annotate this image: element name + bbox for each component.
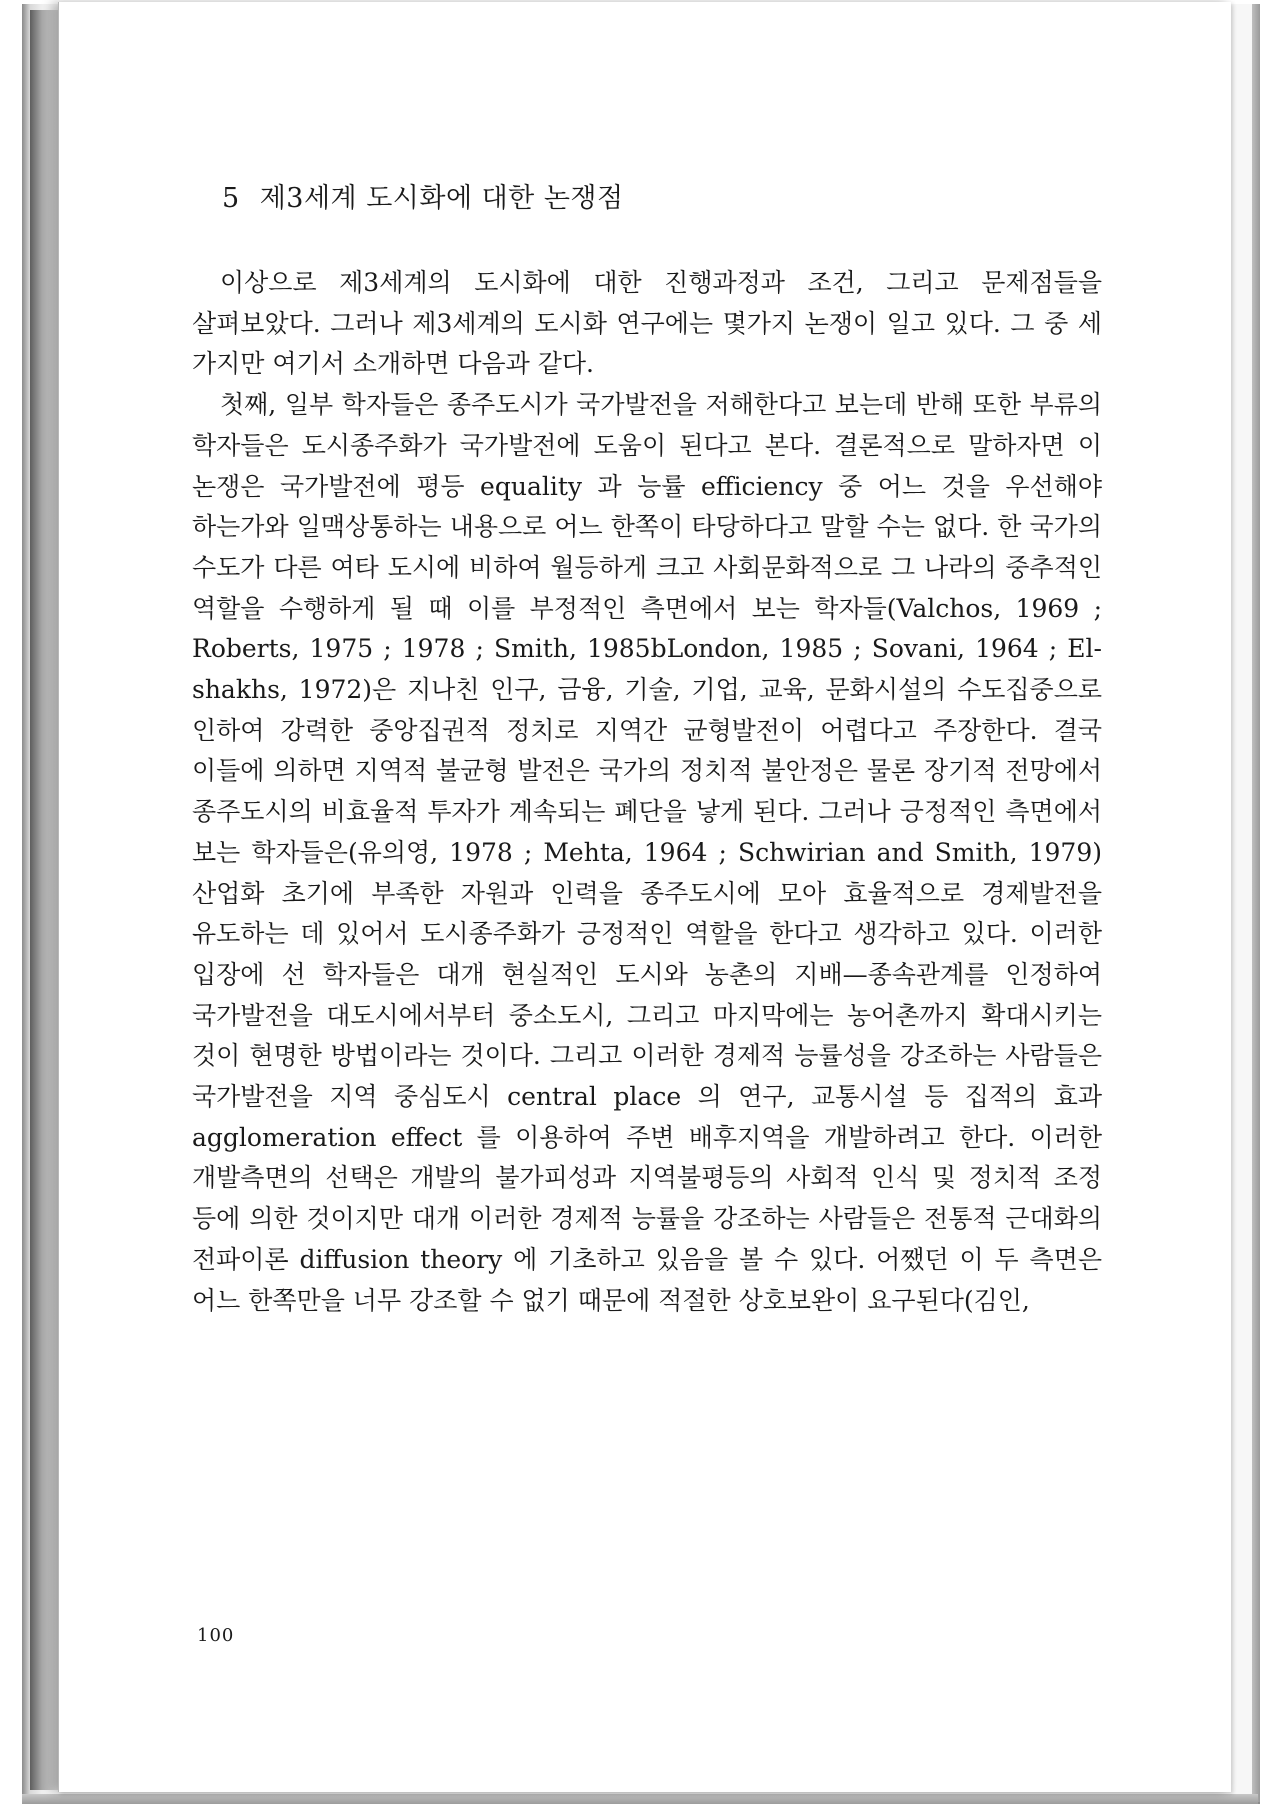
page-number: 100 <box>197 1625 235 1646</box>
paragraph-first-debate: 첫째, 일부 학자들은 종주도시가 국가발전을 저해한다고 보는데 반해 또한 부류의 학자들은 도시종주화가 국가발전에 도움이 된다고 본다. 결론적으로 말하자면 이 논쟁은 국가발전에 평등 equality 과 능률 efficiency 중 어느 것을 우선해야 하는가와 일맥상통하는 내용으로 어느 한쪽이 타당하다고 말할 수는 없다. 한 국가의 수도가 다른 여타 도시에 비하여 월등하게 크고 사회문화적으로 그 나라의 중추적인 역할을 수행하게 될 때 이를 부정적인 측면에서 보는 학자들(Valchos, 1969 ; Roberts, 1975 ; 1978 ; Smith, 1985bLondon, 1985 ; Sovani, 1964 ; El-shakhs, 1972)은 지나친 인구, 금융, 기술, 기업, 교육, 문화시설의 수도집중으로 인하여 강력한 중앙집권적 정치로 지역간 균형발전이 어렵다고 주장한다. 결국 이들에 의하면 지역적 불균형 발전은 국가의 정치적 불안정은 물론 장기적 전망에서 종주도시의 비효율적 투자가 계속되는 폐단을 낳게 된다. 그러나 긍정적인 측면에서 보는 학자들은(유의영, 1978 ; Mehta, 1964 ; Schwirian and Smith, 1979)산업화 초기에 부족한 자원과 인력을 종주도시에 모아 효율적으로 경제발전을 유도하는 데 있어서 도시종주화가 긍정적인 역할을 한다고 생각하고 있다. 이러한 입장에 선 학자들은 대개 현실적인 도시와 농촌의 지배—종속관계를 인정하여 국가발전을 대도시에서부터 중소도시, 그리고 마지막에는 농어촌까지 확대시키는 것이 현명한 방법이라는 것이다. 그리고 이러한 경제적 능률성을 강조하는 사람들은 국가발전을 지역 중심도시 central place 의 연구, 교통시설 등 집적의 효과 agglomeration effect 를 이용하여 주변 배후지역을 개발하려고 한다. 이러한 개발측면의 선택은 개발의 불가피성과 지역불평등의 사회적 인식 및 정치적 조정 등에 의한 것이지만 대개 이러한 경제적 능률을 강조하는 사람들은 전통적 근대화의 전파이론 diffusion theory 에 기초하고 있음을 볼 수 있다. 어쨌던 이 두 측면은 어느 한쪽만을 너무 강조할 수 없기 때문에 적절한 상호보완이 요구된다(김인, <box>192 390 1102 1315</box>
section-title: 제3세계 도시화에 대한 논쟁점 <box>259 183 624 214</box>
page-content <box>192 176 1102 1321</box>
section-heading <box>222 176 1102 215</box>
book-spine-shadow <box>30 10 60 1790</box>
paragraph-intro: 이상으로 제3세계의 도시화에 대한 진행과정과 조건, 그리고 문제점들을 살펴보았다. 그러나 제3세계의 도시화 연구에는 몇가지 논쟁이 일고 있다. 그 중 세 가지만 여기서 소개하면 다음과 같다. <box>192 268 1102 379</box>
section-number: 5 <box>222 183 240 214</box>
